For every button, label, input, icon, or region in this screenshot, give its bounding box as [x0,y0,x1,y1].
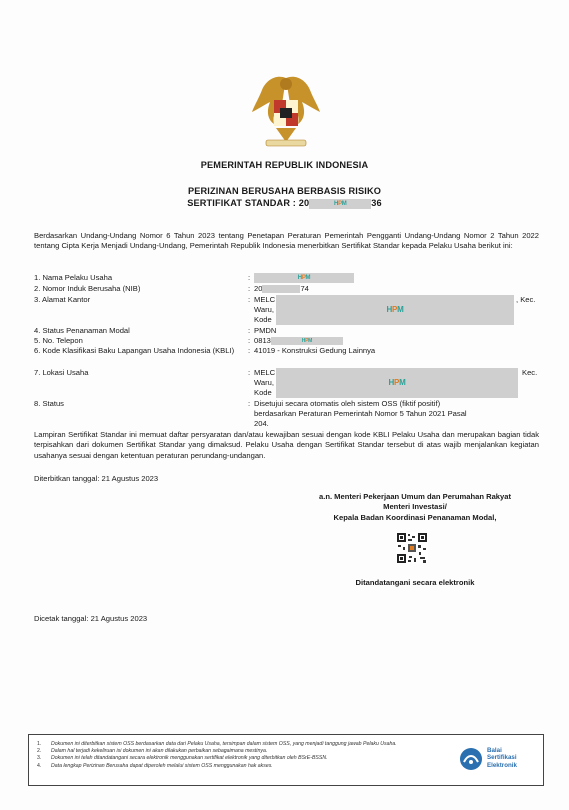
footer-notes [37,741,467,770]
issued-date: Diterbitkan tanggal: 21 Agustus 2023 [34,474,159,483]
license-title: PERIZINAN BERUSAHA BERBASIS RISIKO [187,186,382,196]
certificate-number [0,198,569,209]
watermark-logo: HPM [334,200,347,207]
bsre-logo-icon [459,747,483,771]
field-value: PMDN [254,326,277,335]
signatory-line: a.n. Menteri Pekerjaan Umum dan Perumahan Rakyat [318,492,512,501]
redaction-box [309,199,371,209]
redaction-box: HPM [254,273,354,283]
attachment-paragraph: Lampiran Sertifikat Standar ini memuat daftar persyaratan dan/atau kewajiban sesuai dengan kode KBLI Pelaku Usaha dan merupakan bagian tidak terpisahkan dari dokumen Sertifikat Standar yang dimaksud. Pelaku Usaha dengan Sertifikat Standar tersebut di atas wajib menjalankan kegiatan usahanya sesuai dengan ketentuan peraturan perundang-undangan. [34,430,539,460]
garuda-emblem-icon [252,72,320,150]
field-value: MELC Waru, Kode HPM , Kec. [254,295,536,324]
signatory-line: Kepala Badan Koordinasi Penanaman Modal, [333,512,497,522]
field-value: Disetujui secara otomatis oleh sistem OSS (fiktif positif) berdasarkan Peraturan Pemerintah Nomor 5 Tahun 2021 Pasal 204. [254,399,467,428]
field-value: 0813 HPM [254,336,539,346]
printed-date: Dicetak tanggal: 21 Agustus 2023 [34,614,148,623]
bsre-logo: Balai Sertifikasi Elektronik [459,745,539,777]
footer-note: 1. Dokumen ini diterbitkan sistem OSS berdasarkan data dari Pelaku Usaha, tersimpan dalam sistem OSS, yang menjadi tanggung jawab Pelaku Usaha. [37,741,397,747]
footer-note: 2. Dalam hal terjadi kekeliruan isi dokumen ini akan dilakukan perbaikan sebagaimana mestinya. [37,748,268,755]
redaction-box: HPM [276,368,518,398]
field-value: 41019 - Konstruksi Gedung Lainnya [254,346,376,355]
cert-suffix: 36 [371,198,382,208]
government-heading: PEMERINTAH REPUBLIK INDONESIA [200,160,369,170]
field-label: 5. No. Telepon [34,336,83,345]
field-label: 2. Nomor Induk Berusaha (NIB) [34,284,141,293]
footer-note: 4. Data lengkap Perizinan Berusaha dapat diperoleh melalui sistem OSS menggunakan hak akses. [37,762,273,769]
redaction-box: HPM [271,337,343,345]
field-value: 20 74 [254,284,309,293]
field-label: 3. Alamat Kantor [34,295,91,304]
redaction-box [262,285,300,293]
field-label: 1. Nama Pelaku Usaha [34,273,113,282]
certificate-page: PEMERINTAH REPUBLIK INDONESIA PERIZINAN BERUSAHA BERBASIS RISIKO SERTIFIKAT STANDAR : 20 HPM 36 Berdasarkan Undang-Undang Nomor 6 Tahun 2023 tentang Penetapan Peraturan Pemerintah Pengganti Undang-Undang Nomor 2 Tahun 2022 tentang Cipta Kerja Menjadi Undang-Undang, Pemerintah Republik Indonesia menerbitkan Sertifikat Standar kepada Pelaku Usaha berikut ini: 1. Nama Pelaku Usaha : HPM 2. Nomor Induk Berusaha (NIB) : 20 74 3. Alamat Kantor : MELC Waru, Kode HPM , Kec. 4. Status Penanaman Modal : PMDN 5. No. Telepon : 0813 HPM 6. Kode Klasifikasi Baku Lapangan Usaha Indonesia (KBLI) : 41019 - Konstruksi Gedung Lainnya 7. Lokasi Usaha : MELC Waru, Kode HPM Kec. 8. Status : Disetujui secara otomatis oleh sistem OSS (fiktif positif) berdasarkan Peraturan Pemerintah Nomor 5 Tahun 2021 Pasal 204. Lampiran Sertifikat Standar ini memuat daftar persyaratan dan/atau kewajiban sesuai dengan kode KBLI Pelaku Usaha dan merupakan bagian tidak terpisahkan dari dokumen Sertifikat Standar yang dimaksud. Pelaku Usaha dengan Sertifikat Standar tersebut di atas wajib menjalankan kegiatan usahanya sesuai dengan ketentuan peraturan perundang-undangan. Diterbitkan tanggal: 21 Agustus 2023 a.n. Menteri Pekerjaan Umum dan Perumahan Rakyat Menteri Investasi/ Kepala Badan Koordinasi Penanaman Modal, Ditandatangani secara elektronik Dicetak tanggal: 21 Agustus 2023 1. Dokumen ini diterbitkan sistem OSS berdasarkan data dari Pelaku Usaha, tersimpan dalam sistem OSS, yang menjadi tanggung jawab Pelaku Usaha. 2. Dalam hal terjadi kekeliruan isi dokumen ini akan dilakukan perbaikan sebagaimana mestinya. 3. Dokumen ini telah ditandatangani secara elektronik menggunakan sertifikat elektronik yang diterbitkan oleh BSrE-BSSN. 4. Data lengkap Perizinan Berusaha dapat diperoleh melalui sistem OSS menggunakan hak akses. Balai Sertifikasi Elektronik [0,0,569,810]
cert-prefix: SERTIFIKAT STANDAR : 20 [187,198,310,208]
footer-notes-box [28,734,544,786]
field-value [254,273,539,283]
footer-note: 3. Dokumen ini telah ditandatangani secara elektronik menggunakan sertifikat elektronik yang diterbitkan oleh BSrE-BSSN. [37,755,328,762]
redaction-box: HPM [276,295,514,325]
field-label: 4. Status Penanaman Modal [34,326,130,335]
field-label: 7. Lokasi Usaha [34,368,89,377]
signatory-line: Menteri Investasi/ [383,502,447,512]
electronic-signature-note: Ditandatangani secara elektronik [355,578,475,587]
field-value: MELC Waru, Kode HPM Kec. [254,368,538,397]
intro-paragraph: Berdasarkan Undang-Undang Nomor 6 Tahun 2023 tentang Penetapan Peraturan Pemerintah Pengganti Undang-Undang Nomor 2 Tahun 2022 tentang Cipta Kerja Menjadi Undang-Undang, Pemerintah Republik Indonesia menerbitkan Sertifikat Standar kepada Pelaku Usaha berikut ini: [34,231,539,251]
qr-code-icon [396,532,428,564]
field-label: 8. Status [34,399,64,408]
signatory-block [290,492,540,523]
field-label: 6. Kode Klasifikasi Baku Lapangan Usaha Indonesia (KBLI) [34,346,235,355]
